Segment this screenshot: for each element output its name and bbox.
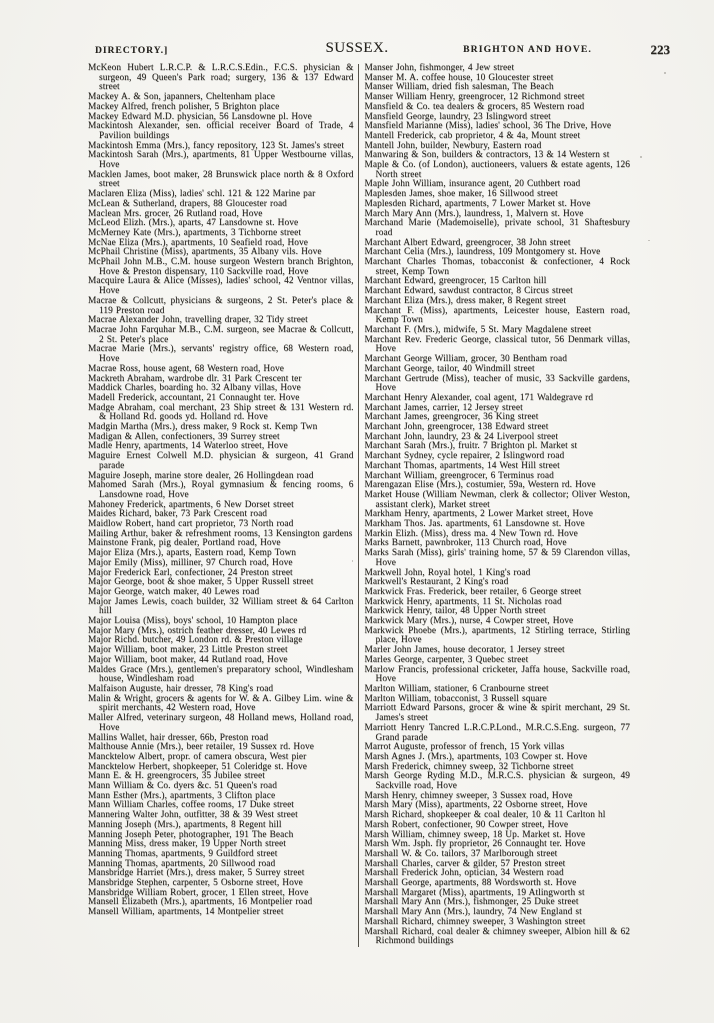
directory-entry: Mann William & Co. dyers &c. 51 Queen's road bbox=[88, 781, 278, 792]
directory-entry: Markwick Henry, apartments, 11 St. Nicholas road bbox=[364, 596, 562, 607]
directory-entry: Marks Sarah (Miss), girls' training home, 57 & 59 Clarendon villas, Hove bbox=[364, 548, 630, 568]
directory-entry: Marsh Mary (Miss), apartments, 22 Osborne street, Hove bbox=[364, 800, 588, 811]
directory-entry: Marshall Richard, coal dealer & chimney sweeper, Albion hill & 62 Richmond buildings bbox=[364, 926, 630, 947]
directory-entry: Marlton William, stationer, 6 Cranbourne street bbox=[364, 684, 549, 694]
directory-entry: Maguire Ernest Colwell M.D. physician & surgeon, 41 Grand parade bbox=[88, 451, 354, 471]
directory-entry: Macrae Ross, house agent, 68 Western road, Hove bbox=[88, 363, 284, 374]
directory-entry: Marlow Francis, professional cricketer, Jaffa house, Sackville road, Hove bbox=[364, 664, 630, 685]
directory-entry: Marshall Charles, carver & gilder, 57 Preston street bbox=[364, 858, 566, 869]
directory-entry: Marchant Eliza (Mrs.), dress maker, 8 Regent street bbox=[364, 295, 567, 306]
directory-entry: Major George, watch maker, 40 Lewes road bbox=[88, 586, 260, 597]
directory-entry: Mansbridge Stephen, carpenter, 5 Osborne street, Hove bbox=[88, 878, 303, 889]
directory-entry: McMerney Kate (Mrs.), apartments, 3 Tichborne street bbox=[88, 227, 302, 238]
directory-entry: Marchant William, greengrocer, 6 Terminus road bbox=[364, 470, 554, 481]
directory-entry: Mansfield & Co. tea dealers & grocers, 85 Western road bbox=[364, 101, 585, 112]
directory-entry: Malthouse Annie (Mrs.), beer retailer, 19 Sussex rd. Hove bbox=[88, 742, 314, 753]
directory-entry: Markwick Henry, tailor, 48 Upper North street bbox=[364, 606, 546, 617]
directory-entry: Major Emily (Miss), milliner, 97 Church road, Hove bbox=[88, 557, 293, 568]
directory-entry: Marchant Sarah (Mrs.), fruitr. 7 Brighton pl. Market st bbox=[364, 441, 578, 452]
directory-entry: Markwick Fras. Frederick, beer retailer, 6 George street bbox=[364, 586, 582, 597]
directory-entry: McLean & Sutherland, drapers, 88 Gloucester road bbox=[88, 198, 287, 209]
directory-entry: Malin & Wright, grocers & agents for W. & A. Gilbey Lim. wine & spirit merchants, 42 Western road, Hove bbox=[88, 693, 354, 714]
directory-entry: McPhail Christine (Miss), apartments, 35 Albany vils. Hove bbox=[88, 247, 322, 258]
directory-entry: Marsh Frederick, chimney sweep, 32 Tichborne street bbox=[364, 761, 574, 772]
directory-entry: Manser William, dried fish salesman, The Beach bbox=[364, 82, 554, 93]
directory-entry: Maclaren Eliza (Miss), ladies' schl. 121 & 122 Marine par bbox=[88, 189, 316, 200]
directory-entry: Manning Miss, dress maker, 19 Upper North street bbox=[88, 839, 286, 850]
directory-entry: March Mary Ann (Mrs.), laundress, 1, Malvern st. Hove bbox=[364, 208, 584, 219]
directory-entry: Major William, boot maker, 23 Little Preston street bbox=[88, 645, 288, 656]
directory-entry: Mackreth Abraham, wardrobe dlr. 31 Park Crescent ter bbox=[88, 373, 302, 384]
directory-entry: Marshall Margaret (Miss), apartments, 19 Atlingworth st bbox=[364, 887, 585, 898]
directory-entry: Markwell's Restaurant, 2 King's road bbox=[364, 577, 509, 588]
directory-entry: Madigan & Allen, confectioners, 39 Surrey street bbox=[88, 431, 280, 442]
directory-entry: Manning Joseph Peter, photographer, 191 The Beach bbox=[88, 829, 294, 840]
directory-entry: Marchant John, greengrocer, 138 Edward street bbox=[364, 422, 549, 433]
directory-entry: Marsh Henry, chimney sweeper, 3 Sussex road, Hove bbox=[364, 790, 573, 801]
directory-entry: Market House (William Newman, clerk & collector; Oliver Weston, assistant clerk), Market street bbox=[364, 489, 630, 510]
directory-entry: Manning Thomas, apartments, 20 Sillwood road bbox=[88, 858, 276, 869]
directory-entry: Mancktelow Albert, propr. of camera obscura, West pier bbox=[88, 751, 307, 762]
directory-entry: Mackey Alfred, french polisher, 5 Brighton place bbox=[88, 101, 280, 112]
directory-entry: Manser William Henry, greengrocer, 12 Richmond street bbox=[364, 92, 585, 103]
directory-entry: Mancktelow Herbert, shopkeeper, 51 Coleridge st. Hove bbox=[88, 761, 307, 772]
directory-entry: Marchant Edward, sawdust contractor, 8 Circus street bbox=[364, 286, 573, 297]
directory-entry: Mannering Walter John, outfitter, 38 & 39 West street bbox=[88, 810, 298, 821]
directory-label: DIRECTORY.] bbox=[95, 46, 169, 56]
directory-entry: Major Louisa (Miss), boys' school, 10 Hampton place bbox=[88, 616, 298, 627]
directory-entry: Markham Thos. Jas. apartments, 61 Lansdowne st. Hove bbox=[364, 519, 585, 530]
directory-entry: Mailing Arthur, baker & refreshment rooms, 13 Kensington gardens bbox=[88, 528, 353, 539]
directory-entry: Marchant Henry Alexander, coal agent, 171 Waldegrave rd bbox=[364, 392, 594, 403]
directory-entry: Marchant Celia (Mrs.), laundress, 109 Montgomery st. Hove bbox=[364, 247, 601, 258]
directory-entry: Markin Elizh. (Miss), dress ma. 4 New Town rd. Hove bbox=[364, 528, 578, 539]
directory-entry: Marshall Mary Ann (Mrs.), laundry, 74 New England st bbox=[364, 907, 582, 918]
directory-entry: Marengazan Elise (Mrs.), costumier, 59a, Western rd. Hove bbox=[364, 480, 596, 491]
directory-entry: Manning Thomas, apartments, 9 Guildford street bbox=[88, 848, 278, 859]
directory-entry: Marchant Charles Thomas, tobacconist & confectioner, 4 Rock street, Kemp Town bbox=[364, 257, 630, 277]
directory-entry: Maple & Co. (of London), auctioneers, valuers & estate agents, 126 North street bbox=[364, 160, 630, 180]
directory-entry: Marshall W. & Co. tailors, 37 Marlborough street bbox=[364, 848, 558, 859]
directory-entry: Major Eliza (Mrs.), aparts, Eastern road, Kemp Town bbox=[88, 548, 297, 559]
directory-entry: Mann E. & H. greengrocers, 35 Jubilee street bbox=[88, 771, 265, 782]
directory-entry: Marshall George, apartments, 88 Wordsworth st. Hove bbox=[364, 878, 577, 889]
directory-entry: McNae Eliza (Mrs.), apartments, 10 Seafield road, Hove bbox=[88, 237, 308, 248]
directory-entry: Marriott Henry Tancred L.R.C.P.Lond., M.R.C.S.Eng. surgeon, 77 Grand parade bbox=[364, 722, 630, 743]
directory-entry: Marchant George William, grocer, 30 Bentham road bbox=[364, 354, 567, 365]
directory-entry: Mallins Wallet, hair dresser, 66b, Preston road bbox=[88, 732, 269, 743]
directory-entry: Maddick Charles, boarding ho. 32 Albany villas, Hove bbox=[88, 383, 301, 394]
directory-entry: Marsh Robert, confectioner, 90 Cowper street, Hove bbox=[364, 819, 569, 830]
directory-entry: Markwick Mary (Mrs.), nurse, 4 Cowper street, Hove bbox=[364, 616, 574, 627]
directory-entry: Maldes Grace (Mrs.), gentlemen's preparatory school, Windlesham house, Windlesham road bbox=[88, 664, 354, 685]
directory-entry: Macrae Alexander John, travelling draper, 32 Tidy street bbox=[88, 315, 308, 326]
directory-entry: Marsh William, chimney sweep, 18 Up. Market st. Hove bbox=[364, 829, 586, 840]
directory-entry: Manser John, fishmonger, 4 Jew street bbox=[364, 63, 515, 73]
directory-entry: Macrae Marie (Mrs.), servants' registry office, 68 Western road, Hove bbox=[88, 344, 354, 365]
directory-entry: Maller Alfred, veterinary surgeon, 48 Holland mews, Holland road, Hove bbox=[88, 713, 354, 733]
directory-entry: Major James Lewis, coach builder, 32 William street & 64 Carlton hill bbox=[88, 596, 354, 617]
directory-entry: Marchant F. (Miss), apartments, Leicester house, Eastern road, Kemp Town bbox=[364, 305, 630, 326]
directory-entry: Marsh Agnes J. (Mrs.), apartments, 103 Cowper st. Hove bbox=[364, 751, 588, 762]
directory-entry: Major George, boot & shoe maker, 5 Upper Russell street bbox=[88, 577, 314, 588]
scan-speck bbox=[664, 72, 666, 74]
directory-entry: Macrae & Collcutt, physicians & surgeons, 2 St. Peter's place & 119 Preston road bbox=[88, 295, 354, 316]
directory-entry: Marchant F. (Mrs.), midwife, 5 St. Mary Magdalene street bbox=[364, 324, 592, 335]
directory-entry: Marchant James, greengrocer, 36 King street bbox=[364, 412, 539, 423]
directory-entry: Mackintosh Alexander, sen. official receiver Board of Trade, 4 Pavilion buildings bbox=[88, 121, 354, 141]
scan-speck bbox=[648, 240, 650, 241]
left-column bbox=[88, 64, 358, 947]
directory-entry: Major William, boot maker, 44 Rutland road, Hove bbox=[88, 654, 288, 665]
directory-entry: Mahoney Frederick, apartments, 6 New Dorset street bbox=[88, 499, 294, 510]
directory-entry: Marshall Richard, chimney sweeper, 3 Washington street bbox=[364, 916, 586, 927]
directory-entry: Maplesden James, shoe maker, 16 Sillwood street bbox=[364, 189, 558, 200]
directory-entry: Mansell William, apartments, 14 Montpelier street bbox=[88, 907, 284, 918]
directory-entry: Marshall Frederick John, optician, 34 Western road bbox=[364, 868, 564, 879]
directory-entry: McKeon Hubert L.R.C.P. & L.R.C.S.Edin., F.C.S. physician & surgeon, 49 Queen's Park road; surgery, 136 & 137 Edward street bbox=[88, 63, 354, 93]
directory-entry: Mackintosh Emma (Mrs.), fancy repository, 123 St. James's street bbox=[88, 140, 345, 151]
directory-entry: Marchant Sydney, cycle repairer, 2 Islingword road bbox=[364, 451, 565, 462]
directory-entry: Mackey Edward M.D. physician, 56 Lansdowne pl. Hove bbox=[88, 111, 312, 122]
directory-entry: Marriott Edward Parsons, grocer & wine & spirit merchant, 29 St. James's street bbox=[364, 703, 630, 724]
directory-entry: Marsh Wm. Jsph. fly proprietor, 26 Connaught ter. Hove bbox=[364, 839, 586, 850]
directory-entry: Manser M. A. coffee house, 10 Gloucester street bbox=[364, 72, 554, 83]
directory-entry: Macrae John Farquhar M.B., C.M. surgeon, see Macrae & Collcutt, 2 St. Peter's place bbox=[88, 324, 354, 345]
directory-entry: Markham Henry, apartments, 2 Lower Market street, Hove bbox=[364, 509, 593, 520]
directory-entry: Madle Henry, apartments, 14 Waterloo street, Hove bbox=[88, 441, 288, 452]
directory-entry: Markwick Phoebe (Mrs.), apartments, 12 Stirling terrace, Stirling place, Hove bbox=[364, 625, 630, 646]
directory-entry: Mantell John, builder, Newbury, Eastern road bbox=[364, 140, 542, 151]
directory-entry: Mahomed Sarah (Mrs.), Royal gymnasium & fencing rooms, 6 Lansdowne road, Hove bbox=[88, 480, 354, 500]
directory-entry: Maidlow Robert, hand cart proprietor, 73 North road bbox=[88, 519, 294, 530]
directory-entry: Mann William Charles, coffee rooms, 17 Duke street bbox=[88, 800, 294, 811]
directory-entry: Mainstone Frank, pig dealer, Portland road, Hove bbox=[88, 538, 281, 549]
directory-entry: Macquire Laura & Alice (Misses), ladies' school, 42 Ventnor villas, Hove bbox=[88, 276, 354, 297]
directory-entry: Mansfield George, laundry, 23 Islingword street bbox=[364, 111, 551, 122]
directory-entry: Marchant George, tailor, 40 Windmill street bbox=[364, 363, 535, 374]
directory-entry: Major Frederick Earl, confectioner, 24 Preston street bbox=[88, 567, 293, 578]
directory-entry: Mansbridge Harriet (Mrs.), dress maker, 5 Surrey street bbox=[88, 868, 305, 879]
directory-columns bbox=[88, 64, 630, 947]
directory-entry: Macklen James, boot maker, 28 Brunswick place north & 8 Oxford street bbox=[88, 169, 354, 190]
directory-entry: Marshall Mary Ann (Mrs.), fishmonger, 25 Duke street bbox=[364, 897, 579, 908]
scan-speck bbox=[352, 560, 353, 562]
directory-entry: Markwell John, Royal hotel, 1 King's road bbox=[364, 567, 531, 578]
directory-entry: McLeod Elizh. (Mrs.), aparts, 47 Lansdowne st. Hove bbox=[88, 218, 299, 229]
directory-entry: Madge Abraham, coal merchant, 23 Ship street & 131 Western rd. & Holland Rd. goods yd. Holland rd. Hove bbox=[88, 402, 354, 423]
directory-entry: Maides Richard, baker, 73 Park Crescent road bbox=[88, 509, 268, 520]
directory-entry: Major Richd. butcher, 49 London rd. & Preston village bbox=[88, 635, 303, 646]
section-title: BRIGHTON AND HOVE. bbox=[463, 45, 592, 55]
directory-entry: Marchant John, laundry, 23 & 24 Liverpool street bbox=[364, 431, 559, 442]
directory-entry: Maclean Mrs. grocer, 26 Rutland road, Hove bbox=[88, 208, 263, 219]
directory-entry: Marrot Auguste, professor of french, 15 York villas bbox=[364, 742, 565, 753]
directory-entry: Manwaring & Son, builders & contractors, 13 & 14 Western st bbox=[364, 150, 610, 161]
directory-entry: McPhail John M.B., C.M. house surgeon Western branch Brighton, Hove & Preston dispensary, 110 Sackville road, Hove bbox=[88, 257, 354, 277]
directory-entry: Marchant James, carrier, 12 Jersey street bbox=[364, 402, 523, 413]
directory-entry: Marlton William, tobacconist, 3 Russell square bbox=[364, 693, 547, 704]
directory-entry: Madgin Martha (Mrs.), dress maker, 9 Rock st. Kemp Twn bbox=[88, 422, 318, 433]
directory-entry: Mackey A. & Son, japanners, Cheltenham place bbox=[88, 92, 275, 103]
county-title: SUSSEX. bbox=[325, 40, 389, 56]
directory-entry: Marchant Gertrude (Miss), teacher of music, 33 Sackville gardens, Hove bbox=[364, 373, 630, 394]
directory-entry: Mansfield Marianne (Miss), ladies' school, 36 The Drive, Hove bbox=[364, 121, 612, 132]
directory-entry: Mackintosh Sarah (Mrs.), apartments, 81 Upper Westbourne villas, Hove bbox=[88, 150, 354, 171]
directory-entry: Malfaison Auguste, hair dresser, 78 King's road bbox=[88, 684, 274, 694]
directory-entry: Mantell Frederick, cab proprietor, 4 & 4a, Mount street bbox=[364, 130, 581, 141]
directory-entry: Madell Frederick, accountant, 21 Connaught ter. Hove bbox=[88, 392, 300, 403]
directory-entry: Marler John James, house decorator, 1 Jersey street bbox=[364, 645, 565, 656]
page-header bbox=[0, 40, 714, 62]
directory-entry: Marsh Richard, shopkeeper & coal dealer, 10 & 11 Carlton hl bbox=[364, 810, 606, 821]
page-number: 223 bbox=[650, 42, 670, 57]
directory-entry: Marchant Edward, greengrocer, 15 Carlton hill bbox=[364, 276, 547, 287]
directory-entry: Mansbridge William Robert, grocer, 1 Ellen street, Hove bbox=[88, 887, 309, 898]
directory-entry: Maguire Joseph, marine store dealer, 26 Hollingdean road bbox=[88, 470, 314, 481]
right-column bbox=[358, 64, 631, 947]
directory-entry: Marsh George Ryding M.D., M.R.C.S. physician & surgeon, 49 Sackville road, Hove bbox=[364, 771, 630, 792]
directory-entry: Marles George, carpenter, 3 Quebec street bbox=[364, 654, 529, 665]
directory-entry: Maple John William, insurance agent, 20 Cuthbert road bbox=[364, 179, 581, 190]
directory-entry: Marchant Rev. Frederic George, classical tutor, 56 Denmark villas, Hove bbox=[364, 334, 630, 355]
directory-entry: Mann Esther (Mrs.), apartments, 3 Clifton place bbox=[88, 790, 276, 801]
directory-entry: Marchand Marie (Mademoiselle), private school, 31 Shaftesbury road bbox=[364, 218, 630, 238]
directory-entry: Manning Joseph (Mrs.), apartments, 8 Regent hill bbox=[88, 819, 282, 830]
directory-entry: Marks Barnett, pawnbroker, 113 Church road, Hove bbox=[364, 538, 567, 549]
scan-speck bbox=[640, 156, 642, 158]
directory-entry: Marchant Thomas, apartments, 14 West Hill street bbox=[364, 460, 560, 471]
directory-entry: Mansell Elizabeth (Mrs.), apartments, 16 Montpelier road bbox=[88, 897, 313, 908]
directory-entry: Maplesden Richard, apartments, 7 Lower Market st. Hove bbox=[364, 198, 591, 209]
directory-entry: Marchant Albert Edward, greengrocer, 38 John street bbox=[364, 237, 571, 248]
directory-entry: Major Mary (Mrs.), ostrich feather dresser, 40 Lewes rd bbox=[88, 625, 307, 636]
